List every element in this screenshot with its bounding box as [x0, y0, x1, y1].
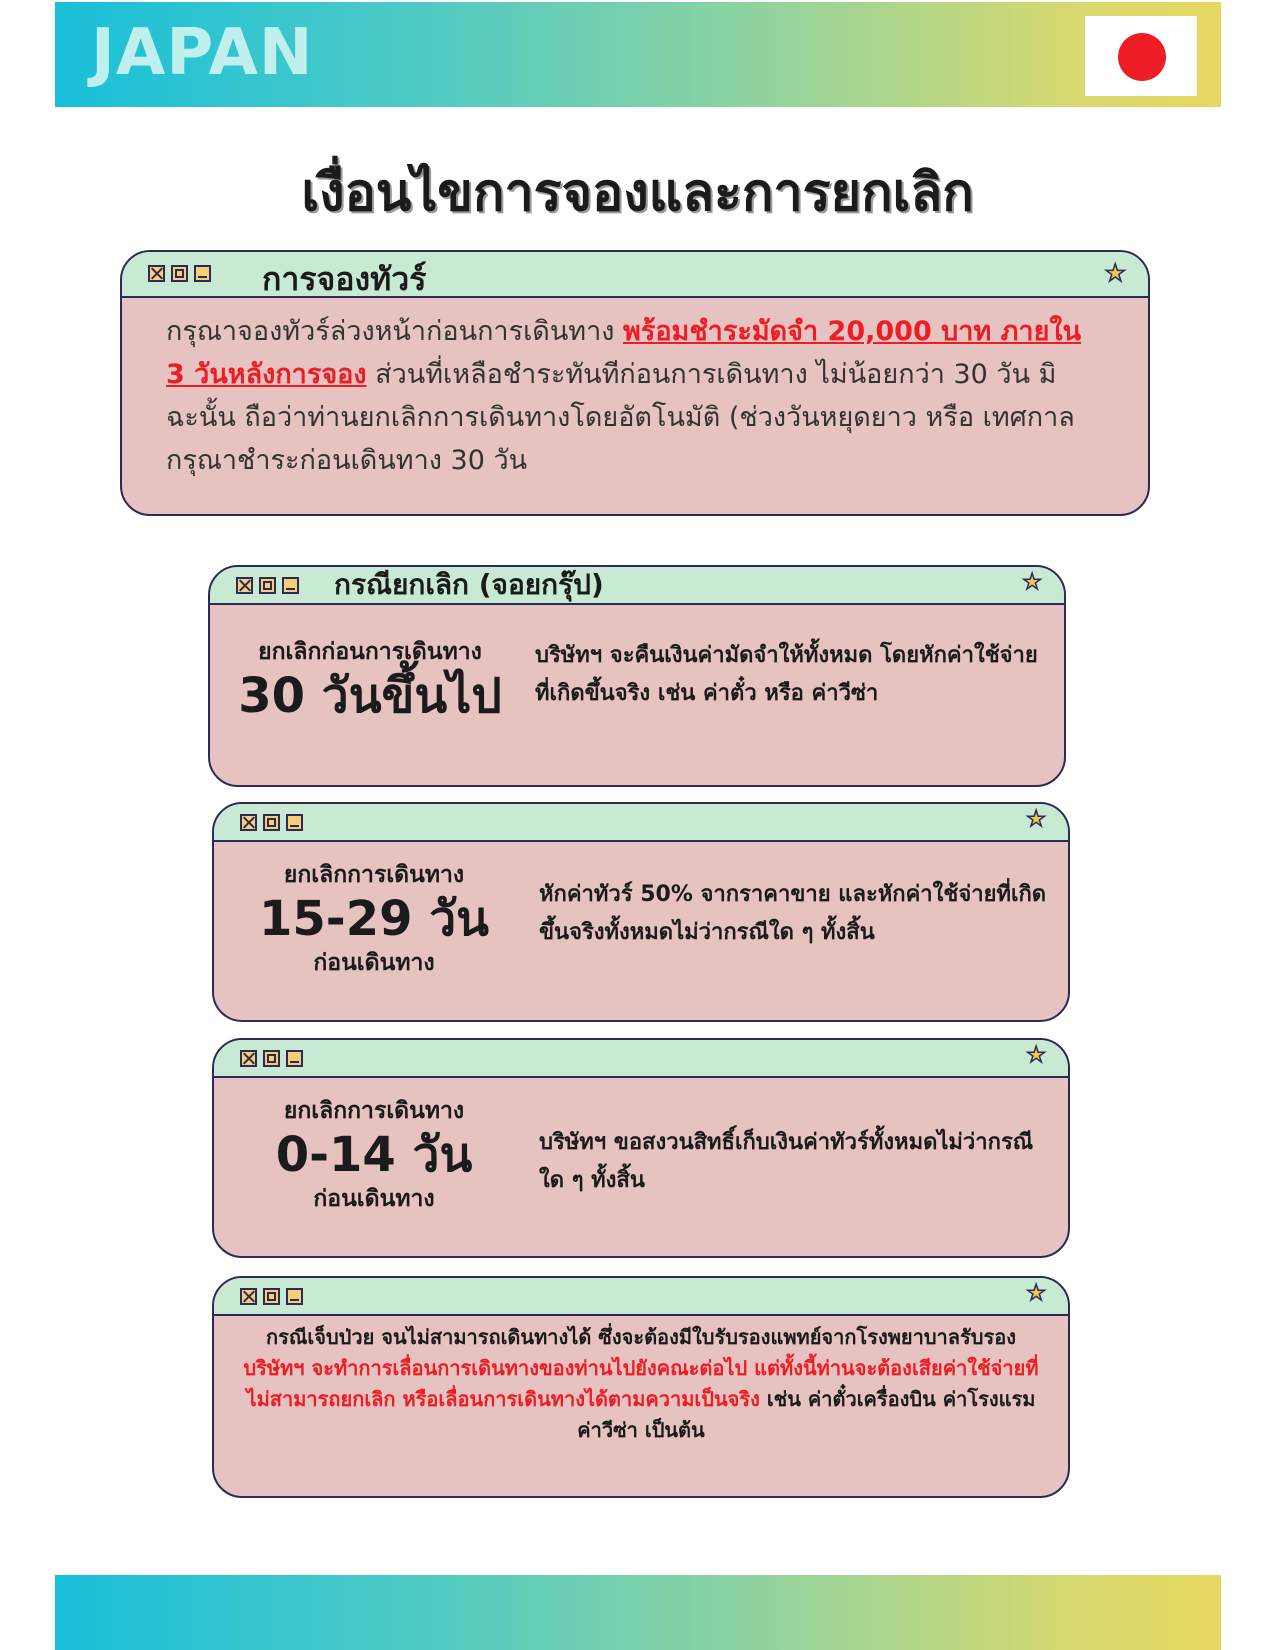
card-title-bar [214, 804, 1068, 842]
close-icon [148, 265, 165, 282]
booking-text-part1: กรุณาจองทัวร์ล่วงหน้าก่อนการเดินทาง [166, 316, 624, 347]
page-title: เงื่อนไขการจองและการยกเลิก [301, 163, 974, 223]
illness-card [212, 1276, 1070, 1498]
tier-period-value: 15-29 วัน [259, 891, 489, 947]
star-icon: ★ [1026, 807, 1046, 832]
booking-card [120, 250, 1150, 516]
cancel-tier-card [212, 1038, 1070, 1258]
tier-period [224, 860, 524, 978]
japan-flag-icon [1085, 16, 1197, 96]
cancellation-title: กรณียกเลิก (จอยกรุ๊ป) [334, 568, 604, 601]
maximize-icon [171, 265, 188, 282]
booking-text-part2: ส่วนที่เหลือชำระทันทีก่อนการเดินทาง ไม่น้อยกว่า 30 วัน มิฉะนั้น ถือว่าท่านยกเลิกการเดินทางโดยอัตโนมัติ (ช่วงวันหยุดยาว หรือ เทศกาล กรุณาชำระก่อนเดินทาง 30 วัน [166, 359, 1075, 476]
tier-description: บริษัทฯ จะคืนเงินค่ามัดจำให้ทั้งหมด โดยหักค่าใช้จ่ายที่เกิดขึ้นจริง เช่น ค่าตั๋ว หรือ ค่าวีซ่า [535, 643, 1038, 706]
brand-title: JAPAN [91, 16, 314, 90]
tier-period [220, 637, 520, 725]
close-icon [240, 1050, 257, 1067]
minimize-icon [282, 577, 299, 594]
star-icon: ★ [1022, 570, 1042, 595]
tier-top-label: ยกเลิกการเดินทาง [283, 862, 465, 888]
card-title-bar [210, 567, 1064, 605]
star-icon: ★ [1026, 1043, 1046, 1068]
close-icon [236, 577, 253, 594]
tier-period-value: 30 วันขึ้นไป [238, 668, 502, 724]
booking-deposit-highlight: พร้อมชำระมัดจำ 20,000 บาท ภายใน 3 วันหลังการจอง [166, 316, 1082, 390]
window-controls [240, 1288, 303, 1305]
card-title-bar [214, 1040, 1068, 1078]
illness-text-part2: เช่น ค่าตั๋วเครื่องบิน ค่าโรงแรม ค่าวีซ่า เป็นต้น [577, 1387, 1036, 1442]
minimize-icon [286, 814, 303, 831]
illness-highlight: บริษัทฯ จะทำการเลื่อนการเดินทางของท่านไปยังคณะต่อไป แต่ทั้งนี้ท่านจะต้องเสียค่าใช้จ่ายที่ไม่สามารถยกเลิก หรือเลื่อนการเดินทางได้ตามความเป็นจริง [243, 1356, 1039, 1411]
star-icon: ★ [1026, 1281, 1046, 1306]
illness-text-part1: กรณีเจ็บป่วย จนไม่สามารถเดินทางได้ ซึ่งจะต้องมีใบรับรองแพทย์จากโรงพยาบาลรับรอง [265, 1325, 1016, 1349]
header-banner [55, 2, 1221, 107]
close-icon [240, 814, 257, 831]
tier-period [224, 1096, 524, 1214]
maximize-icon [263, 1288, 280, 1305]
booking-title: การจองทัวร์ [262, 260, 427, 298]
card-title-bar [214, 1278, 1068, 1316]
window-controls [240, 814, 303, 831]
window-controls [148, 265, 211, 282]
tier-period-value: 0-14 วัน [275, 1127, 473, 1183]
footer-banner [55, 1575, 1221, 1650]
cancel-tier-card [208, 565, 1066, 787]
tier-top-label: ยกเลิกการเดินทาง [283, 1098, 465, 1124]
tier-description: บริษัทฯ ขอสงวนสิทธิ์เก็บเงินค่าทัวร์ทั้งหมดไม่ว่ากรณีใด ๆ ทั้งสิ้น [539, 1130, 1034, 1193]
tier-bottom-label: ก่อนเดินทาง [313, 1186, 435, 1212]
flag-sun-icon [1118, 33, 1166, 81]
window-controls [236, 577, 299, 594]
illness-text [234, 1322, 1048, 1446]
maximize-icon [263, 1050, 280, 1067]
maximize-icon [263, 814, 280, 831]
booking-text [166, 310, 1104, 482]
minimize-icon [286, 1050, 303, 1067]
star-icon: ★ [1104, 259, 1126, 287]
minimize-icon [194, 265, 211, 282]
card-title-bar [122, 252, 1148, 298]
maximize-icon [259, 577, 276, 594]
tier-bottom-label: ก่อนเดินทาง [313, 950, 435, 976]
window-controls [240, 1050, 303, 1067]
minimize-icon [286, 1288, 303, 1305]
close-icon [240, 1288, 257, 1305]
cancel-tier-card [212, 802, 1070, 1022]
tier-description: หักค่าทัวร์ 50% จากราคาขาย และหักค่าใช้จ่ายที่เกิดขึ้นจริงทั้งหมดไม่ว่ากรณีใด ๆ ทั้งสิ้น [539, 882, 1047, 945]
tier-top-label: ยกเลิกก่อนการเดินทาง [258, 639, 482, 665]
